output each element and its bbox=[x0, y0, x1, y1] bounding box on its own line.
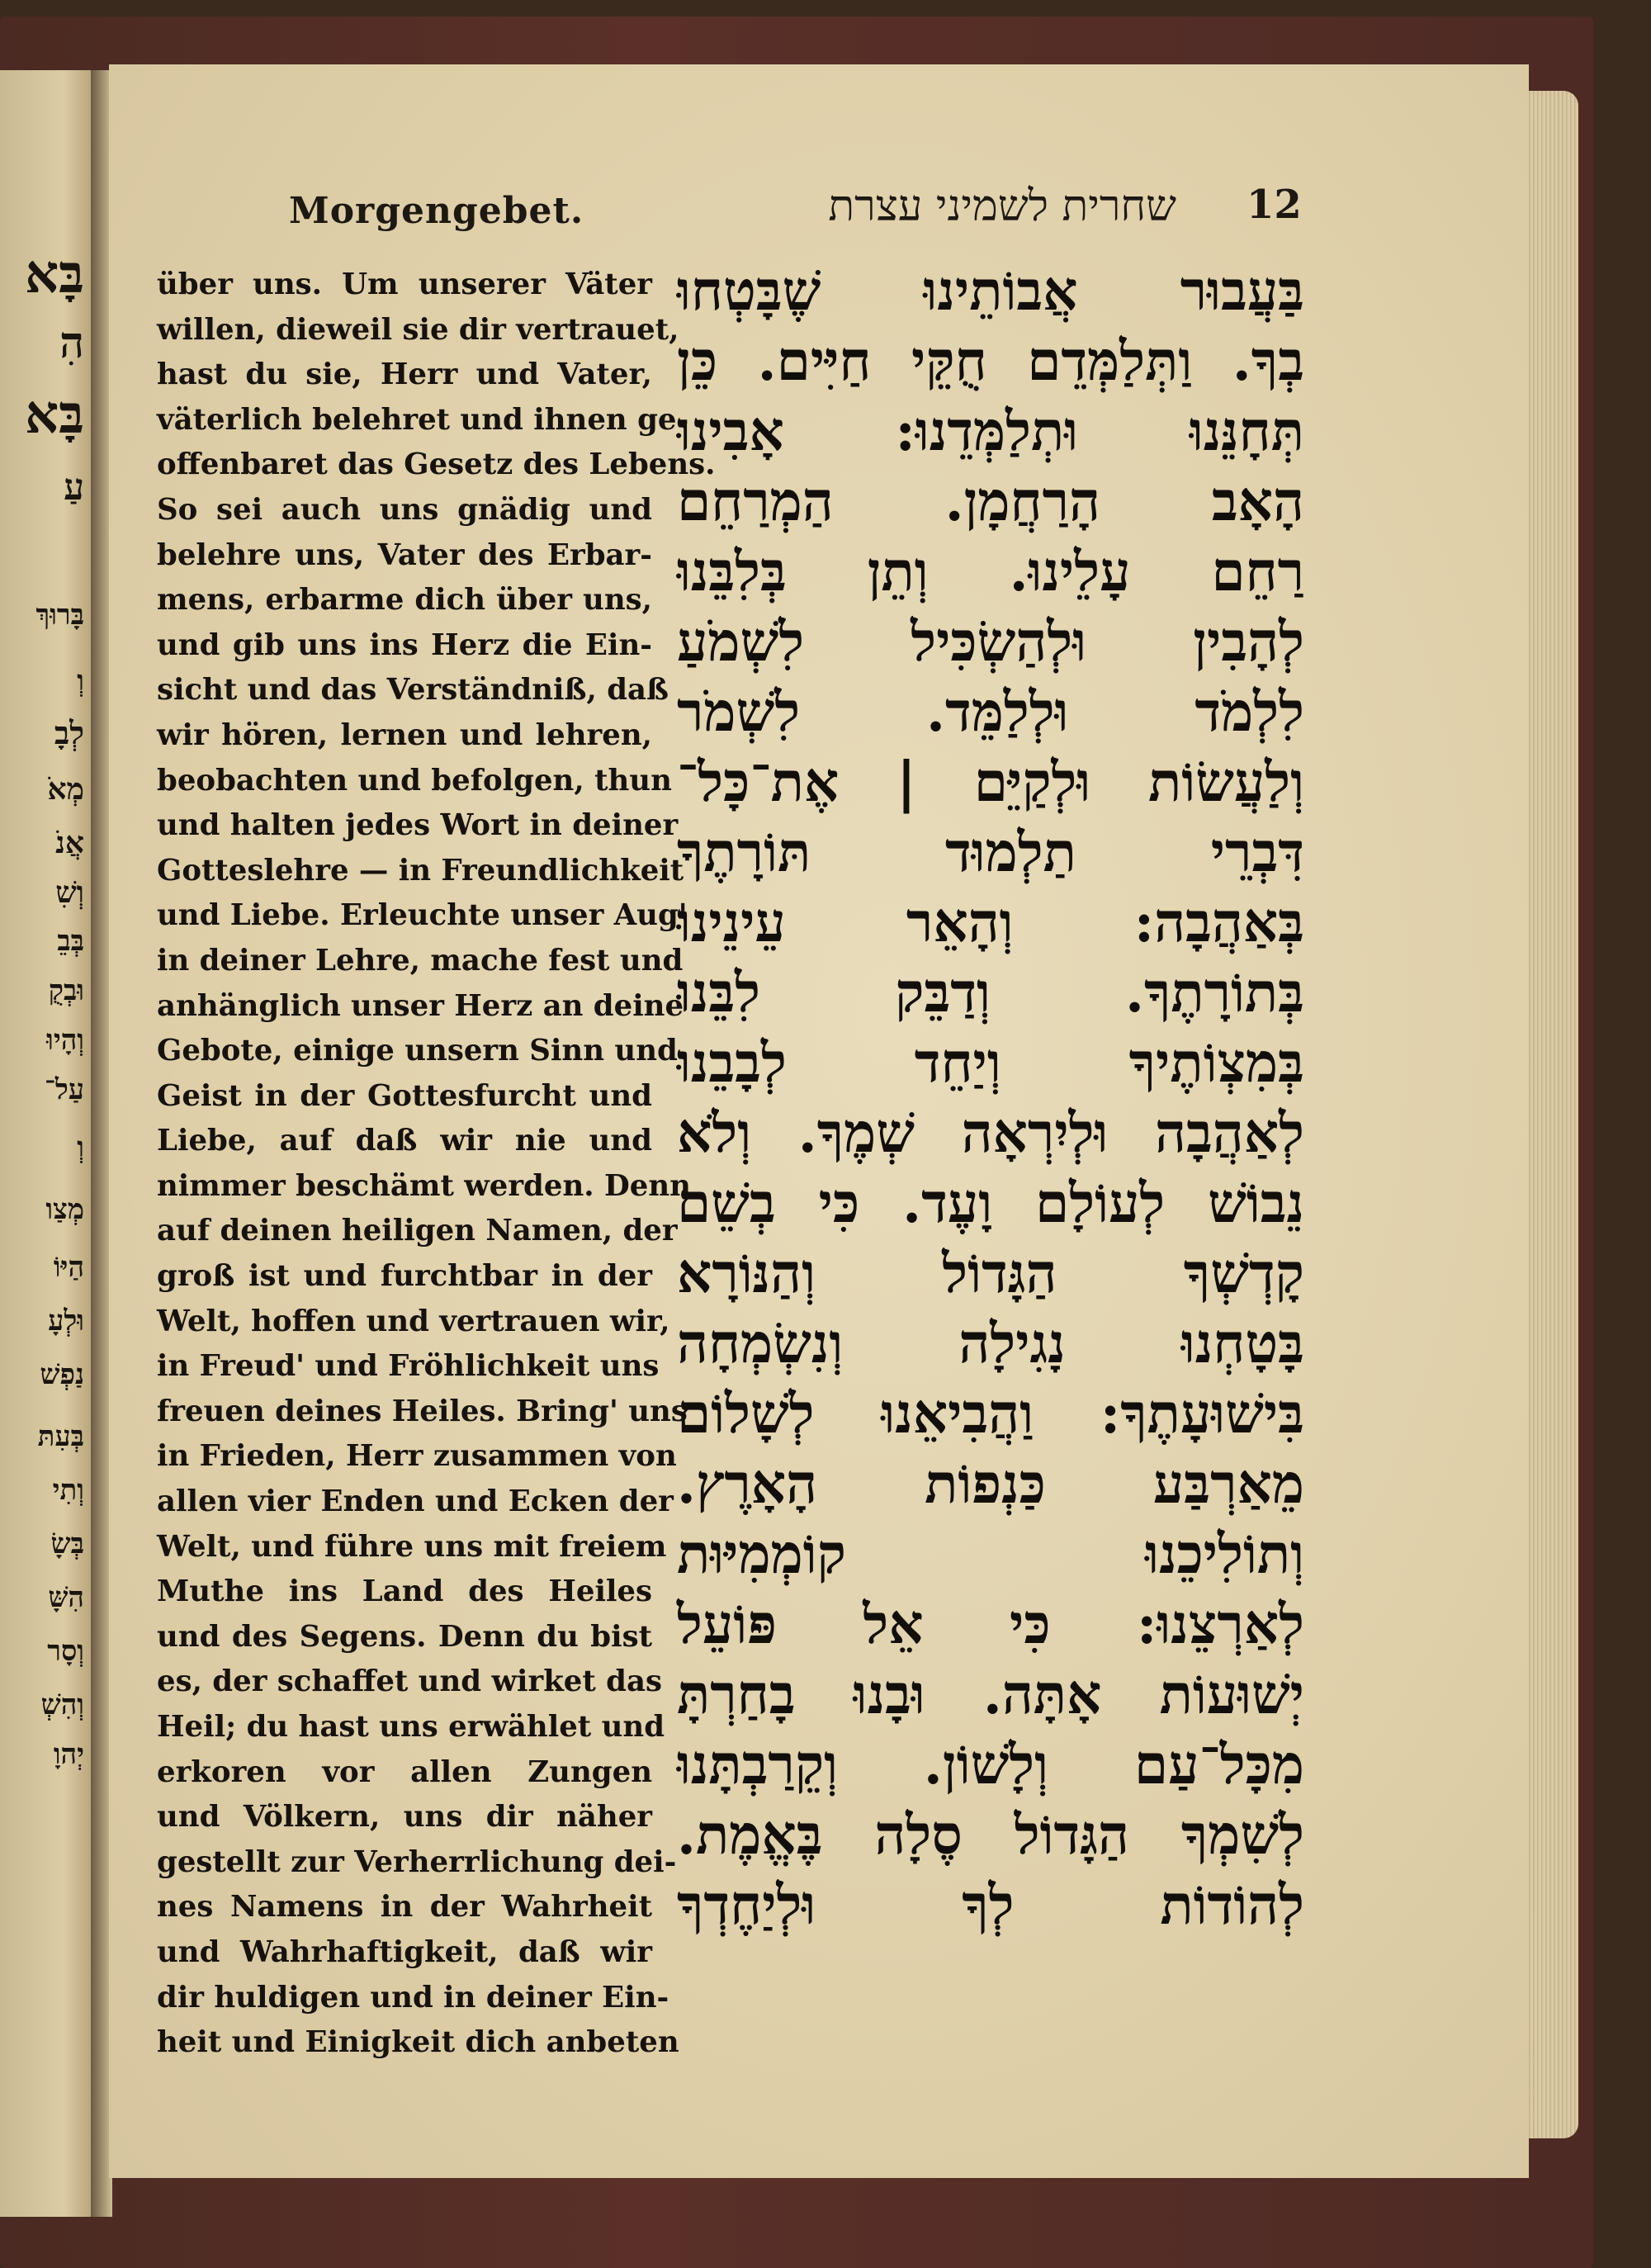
german-line: Heil; du hast uns erwählet und bbox=[157, 1710, 665, 1744]
left-page-text-fragment: וְהָיוּ bbox=[46, 1024, 84, 1057]
hebrew-line: לְשִׁמְךָ הַגָּדוֹל סֶלָה בֶּאֱמֶת. bbox=[677, 1802, 1304, 1867]
hebrew-line: מִכָּל־עַם וְלָשׁוֹן. וְקֵרַבְתָּנוּ bbox=[677, 1732, 1304, 1797]
page-number: 12 bbox=[1247, 182, 1302, 228]
left-page-text-fragment: אֲנֹ bbox=[55, 826, 84, 860]
left-page-text-fragment: בְּשָׂ bbox=[50, 1527, 84, 1560]
left-page-text-fragment: וּלְעָ bbox=[48, 1304, 84, 1338]
hebrew-line: נֵבוֹשׁ לְעוֹלָם וָעֶד. כִּי בְשֵׁם bbox=[677, 1171, 1304, 1235]
hebrew-line: בְךָ. וַתְּלַמְּדֵם חֻקֵּי חַיִּים. כֵּן bbox=[677, 329, 1304, 393]
german-line: Gebote, einige unsern Sinn und bbox=[157, 1034, 678, 1068]
hebrew-line: תְּחָנֵּנוּ וּתְלַמְּדֵנוּ: אָבִינוּ bbox=[677, 399, 1304, 463]
german-line: dir huldigen und in deiner Ein- bbox=[157, 1980, 669, 2015]
hebrew-line: לְהָבִין וּלְהַשְׂכִּיל לִשְׁמֹעַ bbox=[677, 609, 1304, 674]
left-page-text-fragment: עַל־ bbox=[44, 1073, 84, 1106]
hebrew-line: בְּתוֹרָתֶךָ. וְדַבֵּק לִבֵּנוּ bbox=[677, 960, 1304, 1025]
german-line: Liebe, auf daß wir nie und bbox=[157, 1124, 652, 1158]
left-page-text-fragment: וְתִי bbox=[52, 1474, 84, 1507]
hebrew-line: בְּאַהֲבָה: וְהָאֵר עֵינֵינוּ bbox=[677, 890, 1304, 954]
german-line: über uns. Um unserer Väter bbox=[157, 268, 652, 301]
running-head-german: Morgengebet. bbox=[289, 190, 584, 232]
german-line: wir hören, lernen und lehren, bbox=[157, 717, 652, 752]
german-line: sicht und das Verständniß, daß bbox=[157, 673, 669, 708]
german-line: Welt, und führe uns mit freiem bbox=[157, 1529, 667, 1564]
german-line: nimmer beschämt werden. Denn bbox=[157, 1168, 691, 1203]
hebrew-line: וְלַעֲשׂוֹת וּלְקַיֵּם | אֶת־כָּל־ bbox=[677, 750, 1304, 814]
german-line: Geist in der Gottesfurcht und bbox=[157, 1078, 652, 1113]
german-line: heit und Einigkeit dich anbeten bbox=[157, 2025, 679, 2060]
german-line: willen, dieweil sie dir vertrauet, bbox=[157, 312, 679, 347]
hebrew-line: בִּישׁוּעָתֶךָ: וַהֲבִיאֵנוּ לְשָׁלוֹם bbox=[677, 1381, 1304, 1446]
german-line: So sei auch uns gnädig und bbox=[157, 492, 652, 527]
german-line: in deiner Lehre, mache fest und bbox=[157, 943, 684, 978]
left-page-text-fragment: וּבְקֻ bbox=[48, 974, 84, 1007]
left-page-text-fragment: מְאֹ bbox=[47, 772, 84, 807]
hebrew-line: בַּעֲבוּר אֲבוֹתֵינוּ שֶׁבָּטְחוּ bbox=[677, 258, 1304, 323]
german-line: Gotteslehre — in Freundlichkeit bbox=[157, 853, 684, 888]
german-line: in Freud' und Fröhlichkeit uns bbox=[157, 1349, 660, 1384]
left-page-text-fragment: הַיּוֹ bbox=[53, 1251, 84, 1284]
hebrew-prayer-column bbox=[677, 256, 1304, 1940]
german-line: mens, erbarme dich über uns, bbox=[157, 583, 652, 618]
hebrew-line: הָאָב הָרַחֲמָן. הַמְרַחֵם bbox=[677, 469, 1304, 533]
left-page-text-fragment: וְ bbox=[77, 665, 84, 698]
german-line: Muthe ins Land des Heiles bbox=[157, 1574, 652, 1609]
hebrew-line: לְאַרְצֵנוּ: כִּי אֵל פּוֹעֵל bbox=[677, 1592, 1304, 1656]
left-page-text-fragment: בָּא bbox=[25, 244, 84, 305]
german-line: und gib uns ins Herz die Ein- bbox=[157, 627, 652, 662]
german-line: auf deinen heiligen Namen, der bbox=[157, 1214, 678, 1248]
left-page-text-fragment: בָּא bbox=[25, 384, 84, 446]
hebrew-line: וְתוֹלִיכֵנוּ קוֹמְמִיּוּת bbox=[677, 1522, 1304, 1586]
running-head-hebrew: שחרית לשמיני עצרת bbox=[828, 182, 1176, 231]
german-line: es, der schaffet und wirket das bbox=[157, 1664, 662, 1699]
left-page-text-fragment: וְשִׁ bbox=[55, 875, 84, 910]
left-page-fragment bbox=[0, 70, 91, 2217]
hebrew-line: רַחֵם עָלֵינוּ. וְתֵן בְּלִבֵּנוּ bbox=[677, 539, 1304, 604]
left-page-text-fragment: בָּרוּךְ bbox=[35, 599, 84, 632]
german-line: gestellt zur Verherrlichung dei- bbox=[157, 1844, 677, 1879]
hebrew-line: לְאַהֲבָה וּלְיִרְאָה שְׁמֶךָ. וְלֹא bbox=[677, 1101, 1304, 1165]
left-page-text-fragment: בְּבֵ bbox=[57, 925, 84, 958]
german-line: nes Namens in der Wahrheit bbox=[157, 1890, 652, 1925]
german-line: und Wahrhaftigkeit, daß wir bbox=[157, 1934, 652, 1969]
german-line: in Frieden, Herr zusammen von bbox=[157, 1439, 677, 1474]
left-page-text-fragment: יְהוָ bbox=[53, 1738, 84, 1771]
german-line: hast du sie, Herr und Vater, bbox=[157, 357, 652, 392]
german-line: belehre uns, Vater des Erbar- bbox=[157, 537, 652, 572]
german-line: und halten jedes Wort in deiner bbox=[157, 808, 679, 843]
left-page-text-fragment: עַ bbox=[64, 466, 84, 509]
hebrew-line: בָּטָחְנוּ נָגִילָה וְנִשְׂמְחָה bbox=[677, 1311, 1304, 1375]
left-page-text-fragment: וְ bbox=[77, 1131, 84, 1164]
left-page-text-fragment: נַפְשׁ bbox=[40, 1358, 84, 1391]
left-page-text-fragment: לְבָ bbox=[54, 714, 84, 751]
hebrew-line: בְּמִצְוֹתֶיךָ וְיַחֵד לְבָבֵנוּ bbox=[677, 1030, 1304, 1095]
german-line: anhänglich unser Herz an deine bbox=[157, 988, 684, 1023]
german-line: beobachten und befolgen, thun bbox=[157, 763, 672, 798]
hebrew-line: יְשׁוּעוֹת אָתָּה. וּבָנוּ בָחַרְתָּ bbox=[677, 1662, 1304, 1726]
hebrew-line: לְהוֹדוֹת לְךָ וּלְיַחֶדְךָ bbox=[677, 1873, 1304, 1937]
german-line: und des Segens. Denn du bist bbox=[157, 1619, 652, 1654]
hebrew-line: מֵאַרְבַּע כַּנְפוֹת הָאָרֶץ. bbox=[677, 1451, 1304, 1516]
german-line: und Völkern, uns dir näher bbox=[157, 1800, 652, 1835]
left-page-text-fragment: בְּעִתּ bbox=[37, 1420, 84, 1453]
german-line: freuen deines Heiles. Bring' uns bbox=[157, 1394, 688, 1428]
german-line: groß ist und furchtbar in der bbox=[157, 1259, 652, 1294]
german-line: erkoren vor allen Zungen bbox=[157, 1754, 652, 1789]
german-line: Welt, hoffen und vertrauen wir, bbox=[157, 1304, 670, 1338]
left-page-text-fragment: וְסָר bbox=[47, 1635, 84, 1668]
left-page-text-fragment: מְצַו bbox=[45, 1193, 84, 1226]
german-line: und Liebe. Erleuchte unser Aug' bbox=[157, 898, 688, 933]
left-page-text-fragment: הִשָּׁ bbox=[48, 1581, 84, 1614]
german-line: väterlich belehret und ihnen ge- bbox=[157, 402, 689, 437]
hebrew-line: לִלְמֹד וּלְלַמֵּד. לִשְׁמֹר bbox=[677, 679, 1304, 744]
german-line: offenbaret das Gesetz des Lebens. bbox=[157, 447, 716, 482]
left-page-text-fragment: וְהִשְׁ bbox=[40, 1688, 84, 1721]
hebrew-line: דִּבְרֵי תַלְמוּד תּוֹרָתֶךָ bbox=[677, 820, 1304, 884]
hebrew-line: קָדְשְׁךָ הַגָּדוֹל וְהַנּוֹרָא bbox=[677, 1241, 1304, 1305]
german-line: allen vier Enden und Ecken der bbox=[157, 1484, 674, 1519]
german-translation-column bbox=[157, 263, 716, 2066]
left-page-text-fragment: הִ bbox=[59, 318, 84, 368]
